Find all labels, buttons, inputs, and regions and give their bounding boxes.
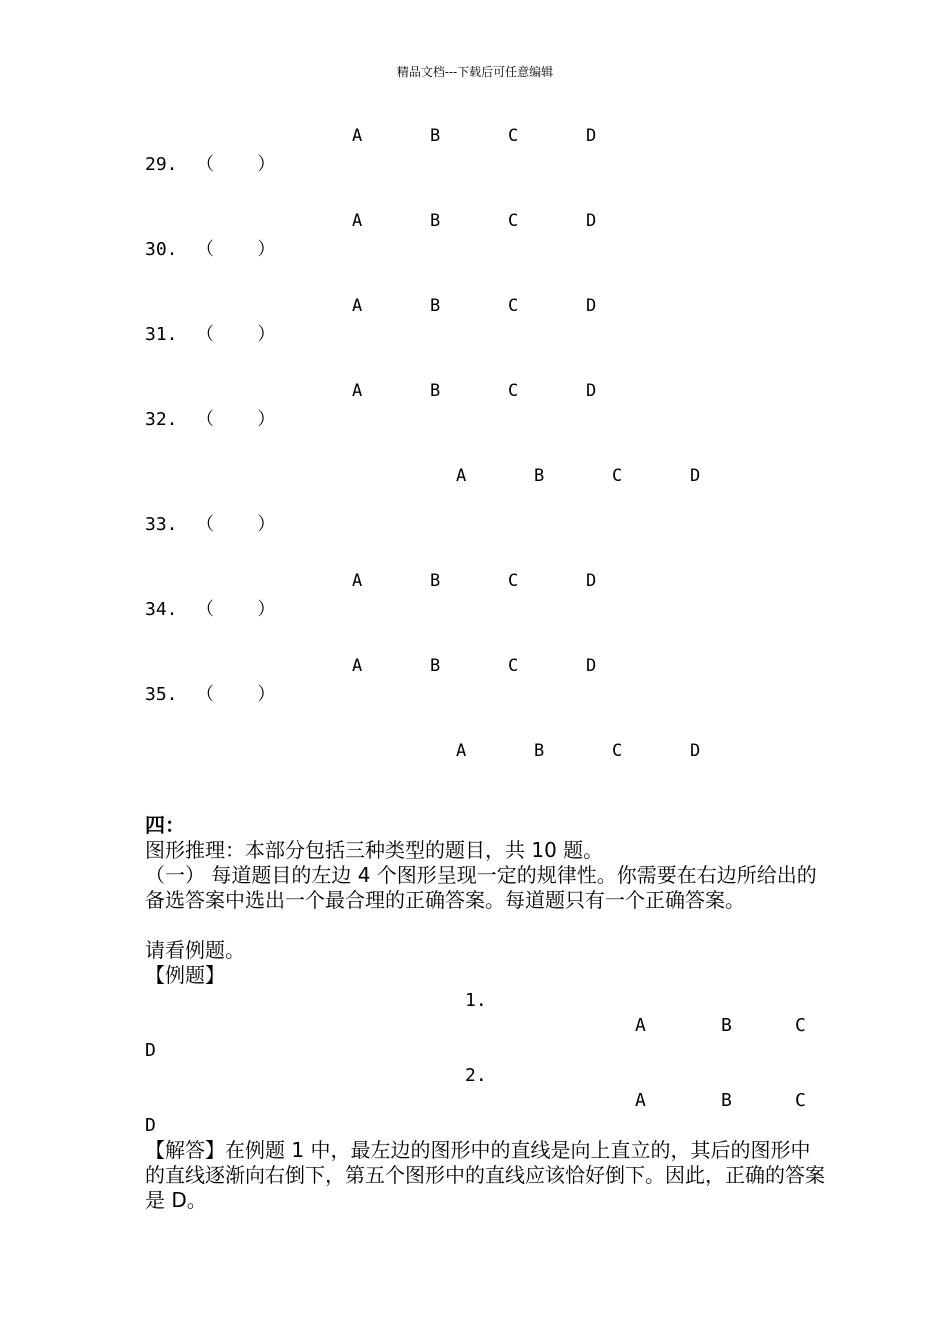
section-intro: 图形推理：本部分包括三种类型的题目，共 10 题。 [145, 838, 604, 862]
option-a-label: A [352, 126, 363, 146]
question-number: 30. [145, 239, 178, 260]
answer-blank: （ ） [196, 409, 276, 430]
option-d-label: D [586, 126, 597, 146]
answer-blank: （ ） [196, 684, 276, 705]
option-c-label: C [795, 1015, 806, 1036]
answer-explanation: 【解答】在例题 1 中，最左边的图形中的直线是向上直立的，其后的图形中的直线逐渐向右倒下，第五个图形中的直线应该恰好倒下。因此，正确的答案是 D。 [145, 1138, 825, 1212]
page-header: 精品文档---下载后可任意编辑 [396, 65, 554, 79]
option-b-label: B [430, 296, 441, 316]
option-d-label: D [690, 466, 701, 486]
option-b-label: B [534, 466, 545, 486]
option-a-label: A [456, 741, 467, 761]
option-b-label: B [721, 1015, 732, 1036]
question-number: 32. [145, 409, 178, 430]
option-a-label: A [635, 1015, 646, 1036]
option-b-label: B [430, 126, 441, 146]
option-a-label: A [352, 211, 363, 231]
answer-blank: （ ） [196, 239, 276, 260]
option-b-label: B [430, 211, 441, 231]
question-number: 33. [145, 514, 178, 535]
part-one-description: （一） 每道题目的左边 4 个图形呈现一定的规律性。你需要在右边所给出的备选答案中选出一个最合理的正确答案。每道题只有一个正确答案。 [145, 863, 817, 912]
option-a-label: A [352, 571, 363, 591]
option-d-label: D [586, 381, 597, 401]
option-d-label: D [586, 656, 597, 676]
option-b-label: B [430, 571, 441, 591]
answer-blank: （ ） [196, 599, 276, 620]
option-c-label: C [612, 466, 623, 486]
option-a-label: A [352, 296, 363, 316]
option-d-label: D [586, 211, 597, 231]
please-see-example: 请看例题。 [145, 938, 245, 962]
answer-blank: （ ） [196, 324, 276, 345]
example-1-number: 1. [465, 990, 487, 1011]
option-b-label: B [721, 1090, 732, 1111]
option-c-label: C [795, 1090, 806, 1111]
option-c-label: C [612, 741, 623, 761]
example-label: 【例题】 [145, 963, 225, 987]
option-c-label: C [508, 126, 519, 146]
option-d-label: D [586, 571, 597, 591]
option-c-label: C [508, 296, 519, 316]
option-a-label: A [352, 656, 363, 676]
option-d-label: D [586, 296, 597, 316]
option-c-label: C [508, 211, 519, 231]
option-b-label: B [534, 741, 545, 761]
option-b-label: B [430, 656, 441, 676]
answer-blank: （ ） [196, 154, 276, 175]
option-a-label: A [635, 1090, 646, 1111]
option-d-label: D [145, 1040, 156, 1061]
option-c-label: C [508, 656, 519, 676]
question-number: 31. [145, 324, 178, 345]
option-c-label: C [508, 381, 519, 401]
question-number: 34. [145, 599, 178, 620]
option-a-label: A [352, 381, 363, 401]
option-d-label: D [690, 741, 701, 761]
example-2-number: 2. [465, 1065, 487, 1086]
section-heading: 四： [145, 813, 185, 837]
option-d-label: D [145, 1115, 156, 1136]
question-number: 29. [145, 154, 178, 175]
answer-blank: （ ） [196, 514, 276, 535]
option-a-label: A [456, 466, 467, 486]
option-c-label: C [508, 571, 519, 591]
option-b-label: B [430, 381, 441, 401]
question-number: 35. [145, 684, 178, 705]
